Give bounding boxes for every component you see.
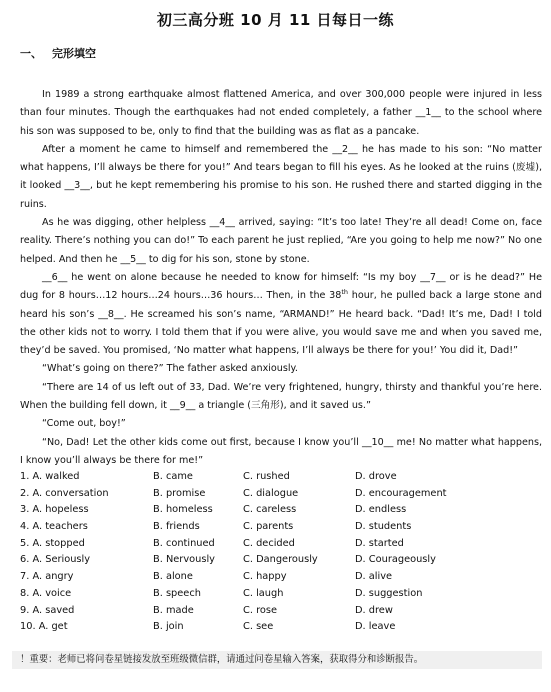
- section-label: 完形填空: [52, 47, 96, 60]
- option-c: C. see: [243, 621, 274, 633]
- option-d: D. Courageously: [355, 554, 436, 566]
- question-options-row: [20, 536, 542, 553]
- page-title: 初三高分班 10 月 11 日每日一练: [156, 11, 395, 29]
- option-c: C. careless: [243, 504, 297, 516]
- passage-paragraph: After a moment he came to himself and remembered the __2__ he has made to his son: “No matter what happens, I’ll always be there for you!” And tears began to fill his eyes. As he looked at the ruins (废墟), it looked __3__, but he kept remembering his promise to his son. He rushed there and started digging in the ruins.: [20, 143, 542, 210]
- passage-paragraph: “What’s going on there?” The father asked anxiously.: [42, 363, 298, 375]
- question-options-row: [20, 469, 542, 486]
- option-d: D. endless: [355, 504, 407, 516]
- option-a: 3. A. hopeless: [20, 504, 89, 516]
- answer-options: [20, 469, 542, 636]
- passage-text: hour, he pulled back a large stone and heard his son’s __8__. He screamed his son’s name, “ARMAND!” He heard back. “Dad! It’s me, Dad! I told the other kids not to worry. I told them that if you were alive, you would save me and when you saved me, they’d be saved. You promised, ‘No matter what happens, I’ll always be there for you!’ You did it, Dad!”: [20, 290, 542, 357]
- option-c: C. rushed: [243, 471, 290, 482]
- passage-paragraph: In 1989 a strong earthquake almost flattened America, and over 300,000 people were injured in less than four minutes. Though the earthquakes had not ended completely, a father __1__ to the school where his son was supposed to be, only to find that the building was as flat as a pancake.: [20, 89, 542, 137]
- option-c: C. parents: [243, 521, 294, 533]
- option-a: 2. A. conversation: [20, 487, 109, 499]
- passage-text: __6__ he went on alone because he needed to know for himself: “Is my boy __7__ or is he dead?” He dug for 8 hours…12 hours…24 hours…36 hours… Then, in the 38: [20, 271, 542, 302]
- question-options-row: [20, 619, 542, 636]
- option-c: C. laugh: [243, 587, 284, 599]
- passage-paragraph: As he was digging, other helpless __4__ arrived, saying: “It’s too late! They’re all dead! Come on, face reality. There’s nothing you can do!” To each parent he just replied, “Are you going to help me now?” No one helped. And then he __5__ to dig for his son, stone by stone.: [20, 217, 542, 265]
- question-options-row: [20, 486, 542, 503]
- section-heading: [20, 45, 106, 61]
- option-c: C. dialogue: [243, 487, 299, 499]
- passage-paragraph: “No, Dad! Let the other kids come out first, because I know you’ll __10__ me! No matter what happens, I know you’ll always be there for me!”: [20, 436, 542, 466]
- option-d: D. started: [355, 537, 404, 549]
- section-number: 一、: [20, 47, 42, 60]
- option-b: B. homeless: [153, 504, 213, 516]
- question-options-row: [20, 519, 542, 536]
- question-options-row: [20, 502, 542, 519]
- question-options-row: [20, 603, 542, 620]
- option-d: D. leave: [355, 621, 396, 633]
- option-d: D. students: [355, 521, 412, 533]
- option-b: B. join: [153, 621, 184, 633]
- option-a: 5. A. stopped: [20, 537, 85, 549]
- passage-paragraph: [20, 269, 542, 360]
- option-d: D. drove: [355, 471, 397, 482]
- option-c: C. happy: [243, 571, 287, 583]
- question-options-row: [20, 552, 542, 569]
- option-b: B. promise: [153, 487, 206, 499]
- option-a: 8. A. voice: [20, 587, 72, 599]
- option-b: B. Nervously: [153, 554, 215, 566]
- option-c: C. decided: [243, 537, 295, 549]
- option-b: B. friends: [153, 521, 200, 533]
- option-d: D. alive: [355, 571, 393, 583]
- option-c: C. rose: [243, 604, 278, 616]
- option-a: 10. A. get: [20, 621, 68, 633]
- option-d: D. drew: [355, 604, 393, 616]
- option-a: 7. A. angry: [20, 571, 74, 583]
- option-c: C. Dangerously: [243, 554, 318, 566]
- option-d: D. suggestion: [355, 587, 423, 599]
- cloze-passage: [20, 86, 542, 470]
- option-d: D. encouragement: [355, 487, 447, 499]
- option-b: B. made: [153, 604, 194, 616]
- option-a: 1. A. walked: [20, 471, 80, 482]
- option-b: B. came: [153, 471, 193, 482]
- ordinal-suffix: th: [341, 288, 349, 297]
- option-b: B. alone: [153, 571, 193, 583]
- notice-banner: ！重要：老师已将问卷星链接发放至班级微信群，请通过问卷星输入答案，获取得分和诊断报告。: [12, 651, 542, 669]
- passage-paragraph: “There are 14 of us left out of 33, Dad. We’re very frightened, hungry, thirsty and thankful you’re here. When the building fell down, it __9__ a triangle (三角形), and it saved us.”: [20, 381, 542, 412]
- passage-paragraph: “Come out, boy!”: [42, 418, 126, 430]
- option-a: 4. A. teachers: [20, 521, 88, 533]
- option-a: 6. A. Seriously: [20, 554, 91, 566]
- question-options-row: [20, 586, 542, 603]
- question-options-row: [20, 569, 542, 586]
- option-b: B. continued: [153, 537, 215, 549]
- option-a: 9. A. saved: [20, 604, 75, 616]
- option-b: B. speech: [153, 587, 201, 599]
